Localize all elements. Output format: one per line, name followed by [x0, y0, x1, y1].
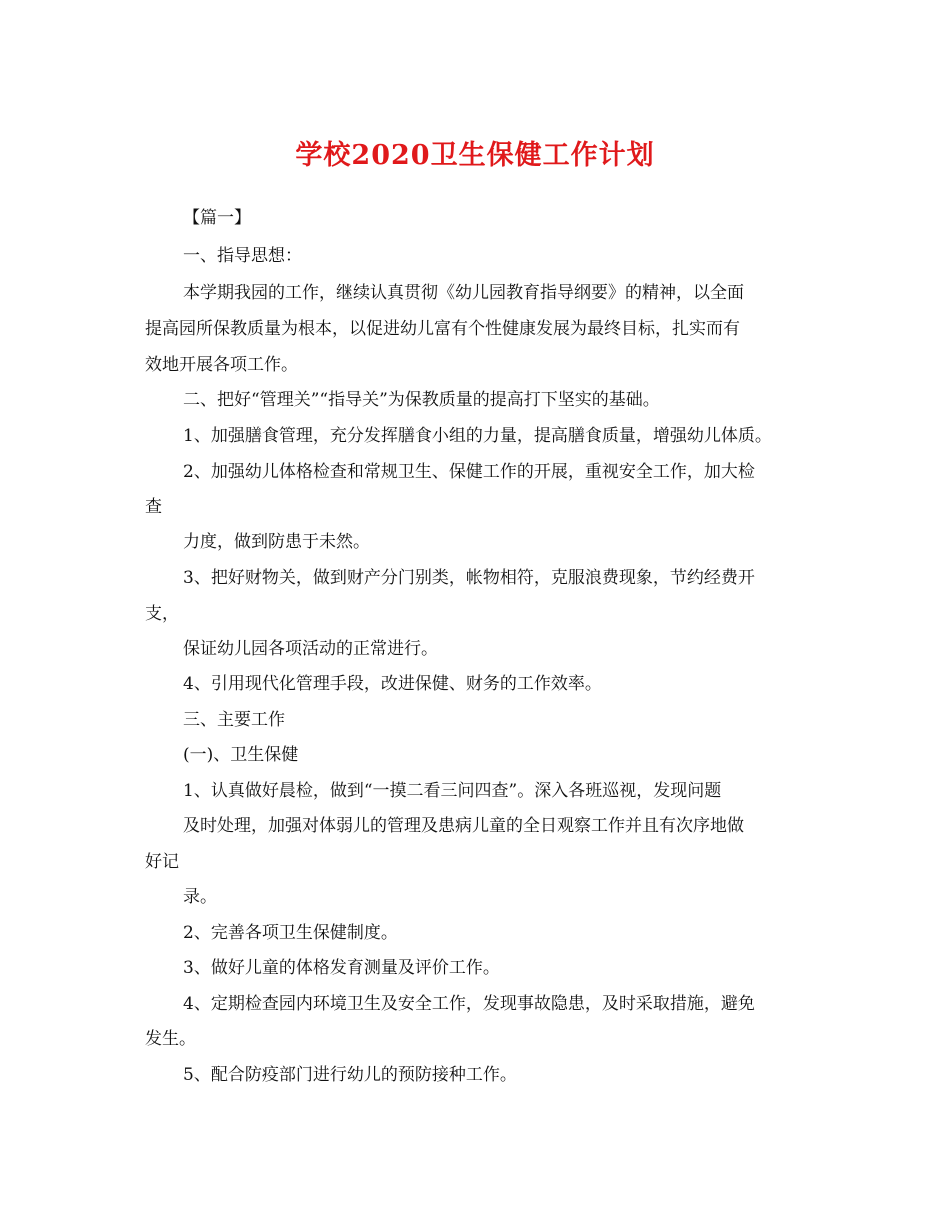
paragraph-line: 1、认真做好晨检，做到“一摸二看三问四查”。深入各班巡视，发现问题	[183, 781, 722, 801]
heading-main-work: 三、主要工作	[183, 710, 285, 730]
paragraph-line: 1、加强膳食管理，充分发挥膳食小组的力量，提高膳食质量，增强幼儿体质。	[183, 426, 772, 446]
paragraph-line: 查	[145, 497, 162, 517]
paragraph-line: 支，	[145, 604, 179, 624]
paragraph-line: 提高园所保教质量为根本，以促进幼儿富有个性健康发展为最终目标，扎实而有	[145, 319, 740, 339]
paragraph-line: 及时处理，加强对体弱儿的管理及患病儿童的全日观察工作并且有次序地做	[183, 816, 744, 836]
paragraph-line: 本学期我园的工作，继续认真贯彻《幼儿园教育指导纲要》的精神，以全面	[183, 283, 744, 303]
paragraph-line: 好记	[145, 852, 179, 872]
paragraph-line: 3、做好儿童的体格发育测量及评价工作。	[183, 958, 500, 978]
subheading-health: (一)、卫生保健	[183, 745, 299, 765]
section-label: 【篇一】	[183, 208, 251, 228]
paragraph-line: 发生。	[145, 1029, 196, 1049]
heading-line: 二、把好“管理关”“指导关”为保教质量的提高打下坚实的基础。	[183, 390, 660, 410]
paragraph-line: 4、定期检查园内环境卫生及安全工作，发现事故隐患，及时采取措施，避免	[183, 994, 755, 1014]
paragraph-line: 2、加强幼儿体格检查和常规卫生、保健工作的开展，重视安全工作，加大检	[183, 462, 755, 482]
heading-guiding: 一、指导思想：	[183, 246, 302, 266]
paragraph-line: 力度，做到防患于未然。	[183, 532, 370, 552]
paragraph-line: 3、把好财物关，做到财产分门别类，帐物相符，克服浪费现象，节约经费开	[183, 568, 755, 588]
paragraph-line: 效地开展各项工作。	[145, 355, 298, 375]
paragraph-line: 5、配合防疫部门进行幼儿的预防接种工作。	[183, 1065, 517, 1085]
paragraph-line: 保证幼儿园各项活动的正常进行。	[183, 639, 438, 659]
paragraph-line: 4、引用现代化管理手段，改进保健、财务的工作效率。	[183, 674, 602, 694]
paragraph-line: 2、完善各项卫生保健制度。	[183, 923, 398, 943]
document-title: 学校2020卫生保健工作计划	[295, 140, 655, 171]
paragraph-line: 录。	[183, 887, 217, 907]
